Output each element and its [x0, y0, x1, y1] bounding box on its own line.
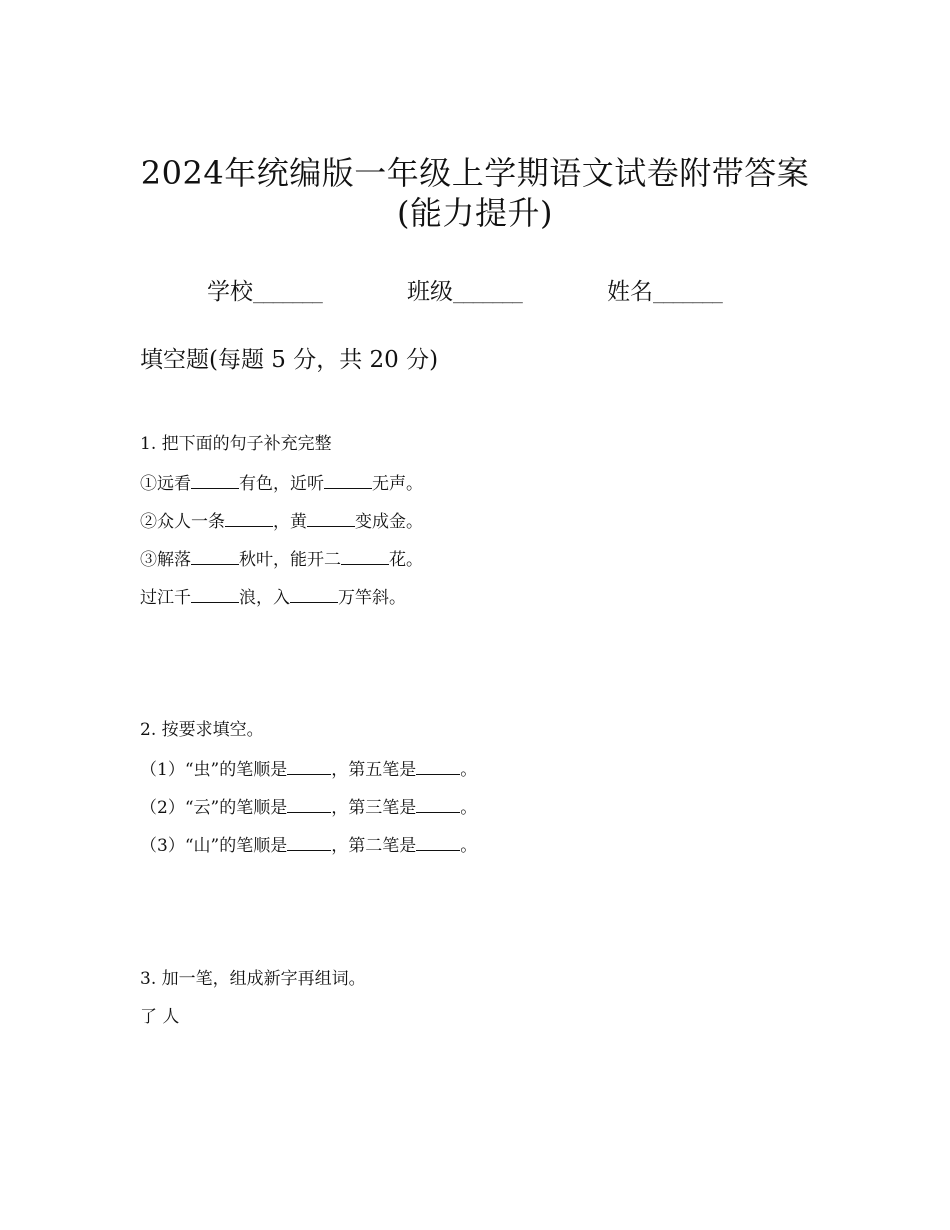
q1-line [140, 584, 406, 610]
q1-line [140, 470, 423, 496]
q2-text: （3）“山”的笔顺是 [140, 836, 288, 856]
q2-line [140, 756, 477, 782]
class-label: 班级 [407, 279, 453, 305]
q1-line [140, 508, 423, 534]
q1-text: ③解落 [140, 550, 191, 570]
q1-text: 秋叶，能开二 [239, 550, 341, 570]
answer-blank[interactable] [225, 508, 273, 527]
q2-line [140, 794, 477, 820]
q1-text: 有色，近听 [239, 474, 324, 494]
q3-prompt: 3. 加一笔，组成新字再组词。 [140, 969, 366, 989]
q1-text: ①远看 [140, 474, 191, 494]
q1-text: ，黄 [273, 512, 307, 532]
q1-text: 变成金。 [355, 512, 423, 532]
answer-blank[interactable] [191, 584, 239, 603]
q1-text: 花。 [389, 550, 423, 570]
answer-blank[interactable] [290, 584, 338, 603]
answer-blank[interactable] [324, 470, 372, 489]
q2-text: ，第三笔是 [331, 798, 417, 818]
answer-blank[interactable] [287, 794, 331, 813]
name-blank: _______ [653, 283, 722, 304]
section-heading: 填空题(每题 5 分，共 20 分) [140, 347, 439, 373]
answer-blank[interactable] [307, 508, 355, 527]
school-label: 学校 [207, 279, 253, 305]
q1-text: ②众人一条 [140, 512, 225, 532]
answer-blank[interactable] [416, 832, 460, 851]
q1-text: 浪，入 [239, 588, 290, 608]
answer-blank[interactable] [191, 470, 239, 489]
q2-text: （1）“虫”的笔顺是 [140, 760, 288, 780]
q2-text: 。 [460, 798, 478, 818]
answer-blank[interactable] [287, 756, 331, 775]
exam-title-line2: (能力提升) [397, 194, 553, 232]
name-field[interactable] [607, 276, 722, 310]
q1-text: 无声。 [372, 474, 423, 494]
q2-text: 。 [460, 836, 478, 856]
class-field[interactable] [407, 276, 522, 310]
q1-line [140, 546, 423, 572]
school-field[interactable] [207, 276, 322, 310]
answer-blank[interactable] [191, 546, 239, 565]
q2-prompt: 2. 按要求填空。 [140, 720, 264, 740]
q1-text: 过江千 [140, 588, 191, 608]
answer-blank[interactable] [287, 832, 331, 851]
answer-blank[interactable] [416, 794, 460, 813]
school-blank: _______ [253, 283, 322, 304]
class-blank: _______ [453, 283, 522, 304]
q3-chars: 了 人 [140, 1007, 180, 1027]
answer-blank[interactable] [416, 756, 460, 775]
q1-prompt: 1. 把下面的句子补充完整 [140, 434, 332, 454]
q1-text: 万竿斜。 [338, 588, 406, 608]
q2-text: ，第五笔是 [331, 760, 417, 780]
q2-line [140, 832, 477, 858]
exam-title-line1: 2024年统编版一年级上学期语文试卷附带答案 [140, 154, 810, 192]
q2-text: 。 [460, 760, 478, 780]
q2-text: ，第二笔是 [331, 836, 417, 856]
q2-text: （2）“云”的笔顺是 [140, 798, 288, 818]
name-label: 姓名 [607, 279, 653, 305]
answer-blank[interactable] [341, 546, 389, 565]
